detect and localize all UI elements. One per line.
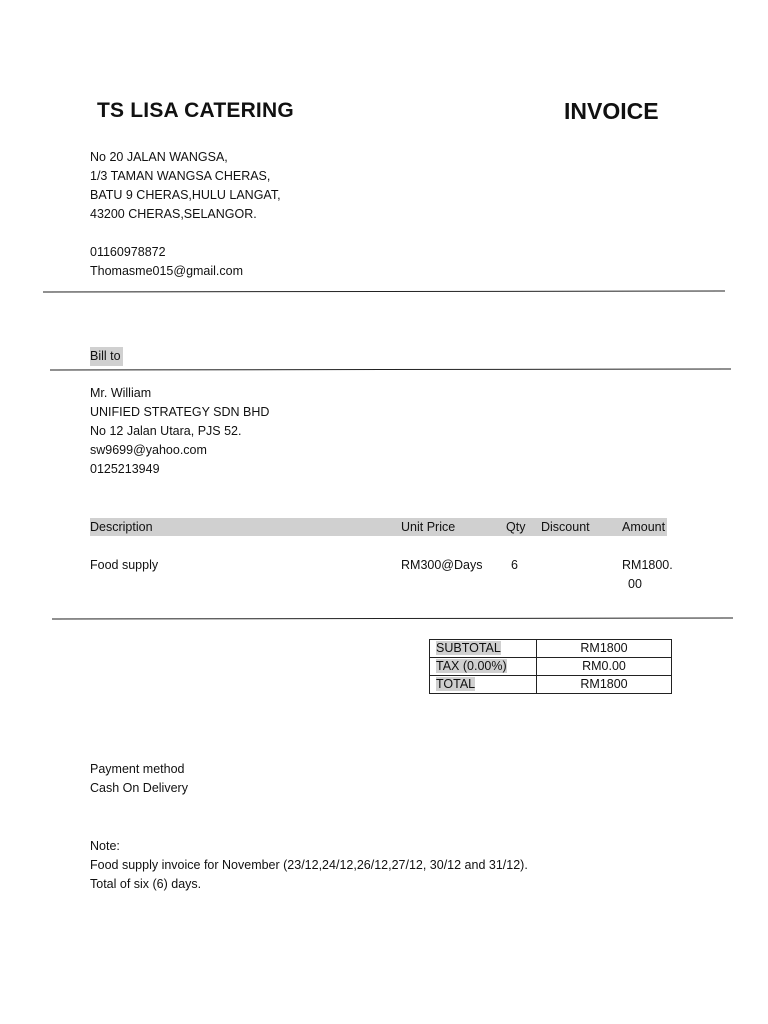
sender-address-line: 1/3 TAMAN WANGSA CHERAS, [90,169,271,183]
bill-to-label: Bill to [90,347,123,366]
header-qty: Qty [506,520,526,534]
payment-block [90,760,188,798]
sender-block [90,148,281,281]
header-description: Description [90,520,153,534]
tax-label: TAX (0.00%) [436,659,507,673]
sender-address-line: 43200 CHERAS,SELANGOR. [90,207,257,221]
payment-label: Payment method [90,762,185,776]
total-label: TOTAL [436,677,476,691]
totals-row [430,676,672,694]
divider-line [43,291,725,293]
sender-address-line: No 20 JALAN WANGSA, [90,150,228,164]
item-amount [622,556,673,594]
divider-line [52,618,733,620]
note-line: Food supply invoice for November (23/12,24/12,26/12,27/12, 30/12 and 31/12). [90,858,528,872]
subtotal-value: RM1800 [537,640,672,658]
header-amount: Amount [622,520,666,534]
header-unit-price: Unit Price [401,520,456,534]
item-amount-line: 00 [628,577,642,591]
totals-row [430,658,672,676]
client-phone: 0125213949 [90,462,160,476]
item-description: Food supply [90,558,159,572]
tax-value: RM0.00 [537,658,672,676]
client-name: Mr. William [90,386,152,400]
totals-table [429,639,672,694]
tax-label-cell [430,658,537,676]
company-name: TS LISA CATERING [97,99,294,122]
totals-row [430,640,672,658]
bill-to-block [90,384,269,479]
client-email: sw9699@yahoo.com [90,443,207,457]
total-value: RM1800 [537,676,672,694]
invoice-title: INVOICE [564,98,659,124]
header-discount: Discount [541,520,590,534]
spacer [90,224,281,243]
item-unit-price: RM300@Days [401,558,483,572]
client-company: UNIFIED STRATEGY SDN BHD [90,405,270,419]
subtotal-label-cell [430,640,537,658]
client-address: No 12 Jalan Utara, PJS 52. [90,424,242,438]
note-label: Note: [90,839,120,853]
sender-email: Thomasme015@gmail.com [90,264,244,278]
total-label-cell [430,676,537,694]
subtotal-label: SUBTOTAL [436,641,501,655]
sender-phone: 01160978872 [90,245,166,259]
item-qty: 6 [511,558,518,572]
note-block [90,837,528,894]
divider-line [50,369,731,371]
sender-address-line: BATU 9 CHERAS,HULU LANGAT, [90,188,281,202]
item-amount-line: RM1800. [622,558,673,572]
note-line: Total of six (6) days. [90,877,202,891]
payment-value: Cash On Delivery [90,781,188,795]
